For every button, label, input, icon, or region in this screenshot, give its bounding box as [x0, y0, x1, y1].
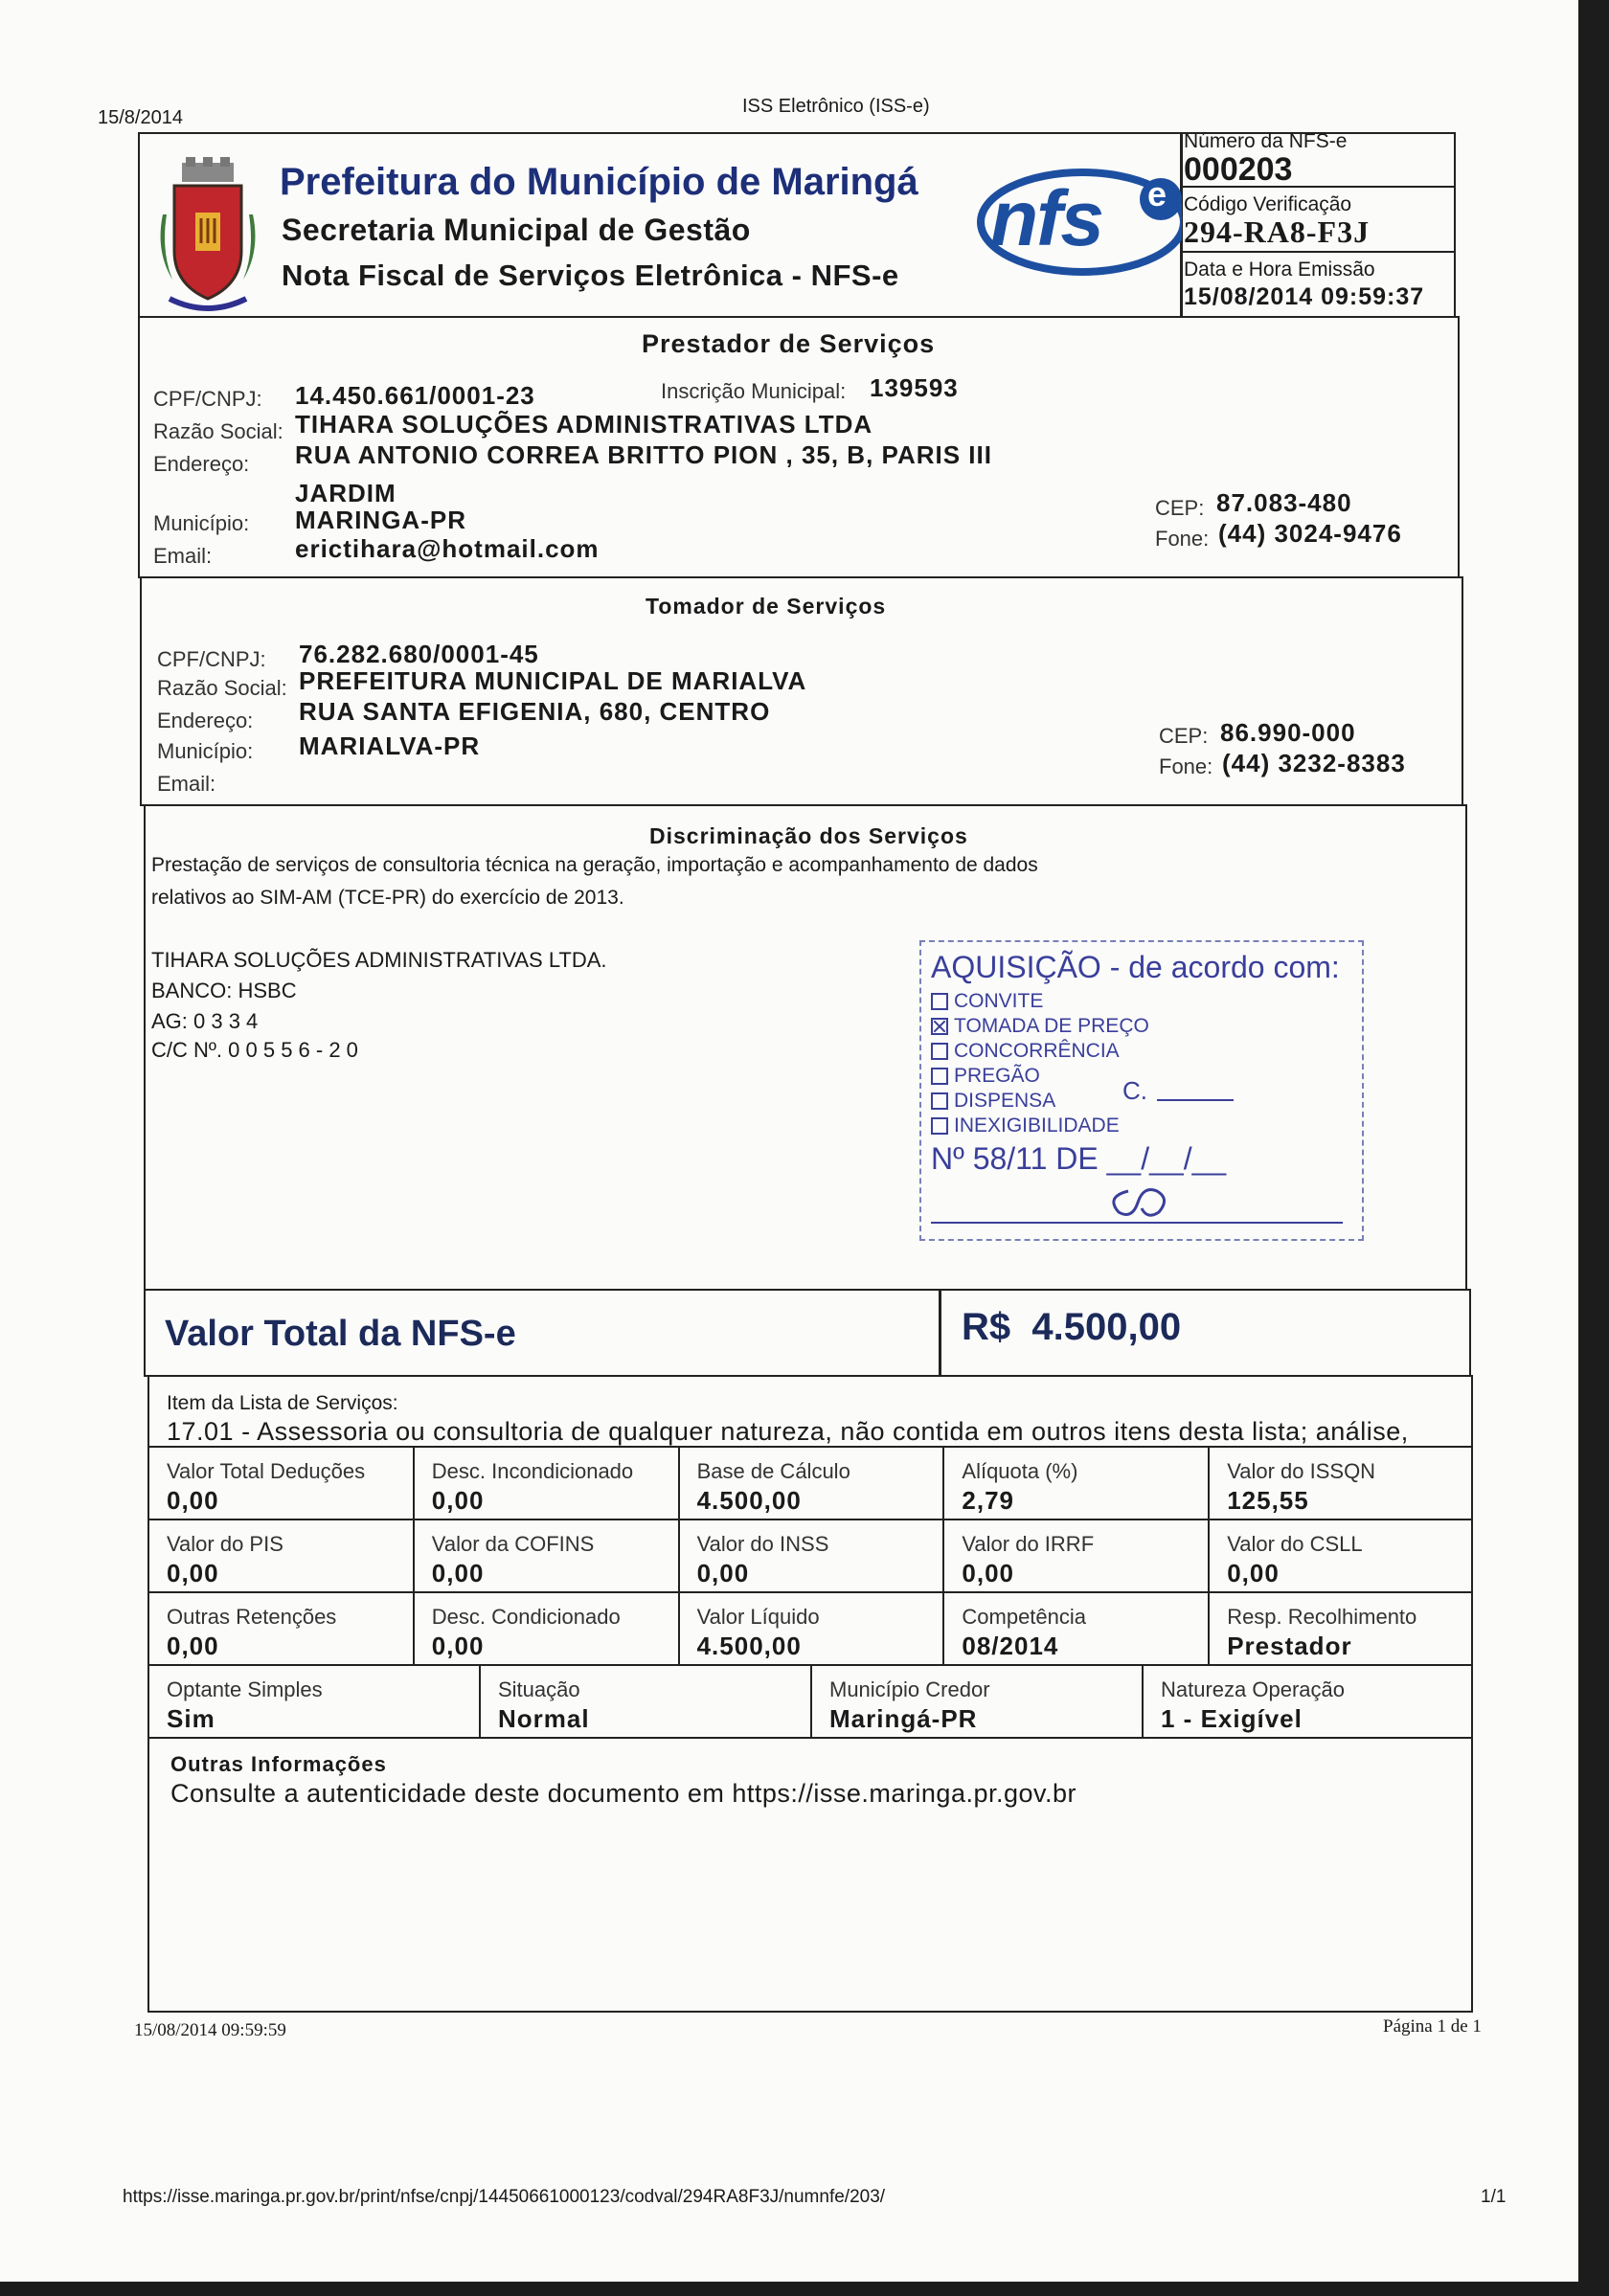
grid-col-divider: [942, 1519, 944, 1591]
stamp-option-inexigibilidade: INEXIGIBILIDADE: [931, 1114, 1120, 1137]
grid-col-divider: [1208, 1446, 1210, 1519]
grid-col-divider: [413, 1591, 415, 1664]
stamp-option-concorrencia: CONCORRÊNCIA: [931, 1040, 1120, 1063]
grid-cell-value: 125,55: [1227, 1486, 1309, 1515]
header-subtitle: Secretaria Municipal de Gestão: [282, 213, 751, 247]
grid-cell-value: 0,00: [962, 1559, 1014, 1587]
nfse-logo-text: nfs: [990, 175, 1102, 262]
grid-col-divider: [678, 1446, 680, 1519]
grid-cell-value: 0,00: [696, 1559, 750, 1587]
print-url: https://isse.maringa.pr.gov.br/print/nfse/cnpj/14450661000123/codval/294RA8F3J/numnfe/203/: [123, 2187, 886, 2207]
prestador-fone-label: Fone:: [1155, 527, 1210, 551]
prestador-endereco-1: RUA ANTONIO CORREA BRITTO PION , 35, B, PARIS III: [295, 440, 992, 469]
grid-cell-value: 0,00: [167, 1559, 219, 1587]
summary-cell-value: 1 - Exigível: [1161, 1704, 1303, 1733]
outras-heading: Outras Informações: [170, 1752, 387, 1776]
grid-cell-label: Alíquota (%): [962, 1459, 1078, 1483]
scan-bottom-edge: [0, 2282, 1609, 2296]
tomador-cep-label: CEP:: [1159, 724, 1209, 748]
summary-col-divider: [810, 1664, 812, 1737]
summary-cell-value: Maringá-PR: [829, 1704, 978, 1733]
bank-line-4: C/C Nº. 0 0 5 5 6 - 2 0: [151, 1038, 358, 1062]
prestador-email-label: Email:: [153, 544, 213, 568]
grid-cell-label: Valor do INSS: [696, 1532, 829, 1556]
grid-cell-label: Valor da COFINS: [431, 1532, 595, 1556]
header-doc-type: Nota Fiscal de Serviços Eletrônica - NFS-e: [282, 259, 899, 292]
summary-col-divider: [1142, 1664, 1144, 1737]
prestador-im-label: Inscrição Municipal:: [661, 379, 847, 403]
discriminacao-heading: Discriminação dos Serviços: [649, 823, 968, 848]
stamp-option-dispensa: DISPENSA: [931, 1090, 1055, 1113]
item-label: Item da Lista de Serviços:: [167, 1392, 398, 1414]
prestador-municipio: MARINGA-PR: [295, 506, 466, 534]
numero-nfse: 000203: [1184, 151, 1293, 188]
tomador-cpf: 76.282.680/0001-45: [299, 640, 539, 668]
tomador-endereco: RUA SANTA EFIGENIA, 680, CENTRO: [299, 697, 771, 726]
bank-line-3: AG: 0 3 3 4: [151, 1009, 259, 1033]
print-date: 15/8/2014: [98, 107, 183, 128]
grid-cell-label: Base de Cálculo: [696, 1459, 850, 1483]
grid-cell-value: 2,79: [962, 1486, 1014, 1515]
codigo-verificacao: 294-RA8-F3J: [1184, 214, 1371, 249]
tomador-fone-label: Fone:: [1159, 754, 1213, 778]
grid-cell-label: Resp. Recolhimento: [1227, 1605, 1417, 1629]
grid-cell-value: 0,00: [167, 1632, 219, 1660]
discriminacao-line-1: Prestação de serviços de consultoria técnica na geração, importação e acompanhamento de dados: [151, 854, 1038, 876]
print-page-title: ISS Eletrônico (ISS-e): [742, 96, 930, 117]
grid-col-divider: [678, 1519, 680, 1591]
summary-row-divider: [147, 1737, 1473, 1739]
item-value: 17.01 - Assessoria ou consultoria de qualquer natureza, não contida em outros itens desta lista; análise,: [167, 1417, 1409, 1446]
nfse-logo: [969, 161, 1182, 283]
summary-cell-value: Sim: [167, 1704, 215, 1733]
tomador-email-label: Email:: [157, 772, 216, 796]
tomador-cep: 86.990-000: [1220, 718, 1356, 747]
grid-cell-label: Valor do PIS: [167, 1532, 283, 1556]
grid-cell-label: Valor Líquido: [696, 1605, 820, 1629]
tomador-razao: PREFEITURA MUNICIPAL DE MARIALVA: [299, 666, 807, 695]
stamp-title: AQUISIÇÃO - de acordo com:: [931, 950, 1340, 984]
codigo-label: Código Verificação: [1184, 193, 1352, 215]
prestador-endereco-label: Endereço:: [153, 452, 250, 476]
prestador-im: 139593: [870, 373, 959, 402]
grid-cell-label: Desc. Condicionado: [431, 1605, 621, 1629]
grid-col-divider: [942, 1446, 944, 1519]
discriminacao-line-2: relativos ao SIM-AM (TCE-PR) do exercício de 2013.: [151, 887, 624, 909]
stamp-numero: Nº 58/11 DE __/__/__: [931, 1141, 1227, 1176]
numero-label: Número da NFS-e: [1184, 130, 1348, 152]
coat-of-arms-logo: [146, 155, 270, 318]
total-label: Valor Total da NFS-e: [165, 1314, 516, 1354]
grid-cell-value: 4.500,00: [696, 1486, 802, 1515]
grid-cell-label: Valor do IRRF: [962, 1532, 1095, 1556]
tomador-fone: (44) 3232-8383: [1222, 749, 1406, 777]
prestador-cpf-label: CPF/CNPJ:: [153, 387, 262, 411]
grid-cell-value: Prestador: [1227, 1632, 1352, 1660]
prestador-endereco-2: JARDIM: [295, 479, 397, 507]
prestador-cep: 87.083-480: [1216, 488, 1352, 517]
tomador-municipio: MARIALVA-PR: [299, 732, 481, 760]
prestador-email: erictihara@hotmail.com: [295, 534, 600, 563]
bank-line-1: TIHARA SOLUÇÕES ADMINISTRATIVAS LTDA.: [151, 948, 607, 972]
total-value: R$ 4.500,00: [962, 1306, 1182, 1348]
grid-row-divider: [147, 1519, 1473, 1520]
grid-cell-value: 0,00: [167, 1486, 219, 1515]
prestador-cep-label: CEP:: [1155, 496, 1205, 520]
prestador-heading: Prestador de Serviços: [642, 329, 936, 358]
grid-col-divider: [413, 1519, 415, 1591]
grid-col-divider: [942, 1591, 944, 1664]
grid-cell-value: 0,00: [431, 1486, 485, 1515]
grid-row-divider: [147, 1591, 1473, 1593]
summary-cell-label: Optante Simples: [167, 1677, 323, 1701]
grid-cell-label: Valor do ISSQN: [1227, 1459, 1376, 1483]
stamp-option-pregao: PREGÃO: [931, 1065, 1040, 1088]
grid-cell-label: Valor do CSLL: [1227, 1532, 1363, 1556]
grid-cell-value: 4.500,00: [696, 1632, 802, 1660]
grid-col-divider: [678, 1591, 680, 1664]
tomador-municipio-label: Município:: [157, 739, 254, 763]
grid-col-divider: [1208, 1519, 1210, 1591]
tomador-razao-label: Razão Social:: [157, 676, 287, 700]
tomador-heading: Tomador de Serviços: [646, 594, 887, 619]
prestador-fone: (44) 3024-9476: [1218, 519, 1402, 548]
footer-timestamp: 15/08/2014 09:59:59: [134, 2020, 286, 2040]
prestador-razao-label: Razão Social:: [153, 419, 283, 443]
aquisicao-stamp: [919, 940, 1364, 1241]
stamp-c-label: C.: [1122, 1076, 1147, 1105]
grid-col-divider: [1208, 1591, 1210, 1664]
prestador-cpf: 14.450.661/0001-23: [295, 381, 535, 410]
grid-cell-value: 08/2014: [962, 1632, 1059, 1660]
grid-cell-label: Desc. Incondicionado: [431, 1459, 634, 1483]
grid-cell-label: Competência: [962, 1605, 1087, 1629]
print-page-count: 1/1: [1481, 2187, 1507, 2207]
summary-cell-label: Situação: [498, 1677, 580, 1701]
tomador-cpf-label: CPF/CNPJ:: [157, 647, 266, 671]
outras-text: Consulte a autenticidade deste documento em https://isse.maringa.pr.gov.br: [170, 1779, 1077, 1808]
grid-cell-value: 0,00: [1227, 1559, 1280, 1587]
scan-right-edge: [1578, 0, 1609, 2296]
prestador-municipio-label: Município:: [153, 511, 250, 535]
grid-cell-label: Valor Total Deduções: [167, 1459, 366, 1483]
summary-cell-label: Natureza Operação: [1161, 1677, 1345, 1701]
summary-cell-label: Município Credor: [829, 1677, 990, 1701]
header-title: Prefeitura do Município de Maringá: [280, 161, 918, 203]
grid-cell-label: Outras Retenções: [167, 1605, 337, 1629]
grid-row-divider: [147, 1446, 1473, 1448]
grid-cell-value: 0,00: [431, 1559, 485, 1587]
nfse-logo-letter: e: [1147, 174, 1167, 214]
grid-col-divider: [413, 1446, 415, 1519]
data-label: Data e Hora Emissão: [1184, 259, 1375, 281]
data-emissao: 15/08/2014 09:59:37: [1184, 283, 1425, 310]
bank-line-2: BANCO: HSBC: [151, 979, 297, 1002]
stamp-signature: [1099, 1178, 1176, 1226]
summary-col-divider: [479, 1664, 481, 1737]
footer-page: Página 1 de 1: [1383, 2016, 1482, 2037]
stamp-option-tomada-de-preco: TOMADA DE PREÇO: [931, 1015, 1149, 1038]
stamp-option-convite: CONVITE: [931, 990, 1043, 1013]
grid-cell-value: 0,00: [431, 1632, 485, 1660]
prestador-razao: TIHARA SOLUÇÕES ADMINISTRATIVAS LTDA: [295, 410, 873, 439]
tomador-endereco-label: Endereço:: [157, 709, 254, 732]
summary-cell-value: Normal: [498, 1704, 590, 1733]
